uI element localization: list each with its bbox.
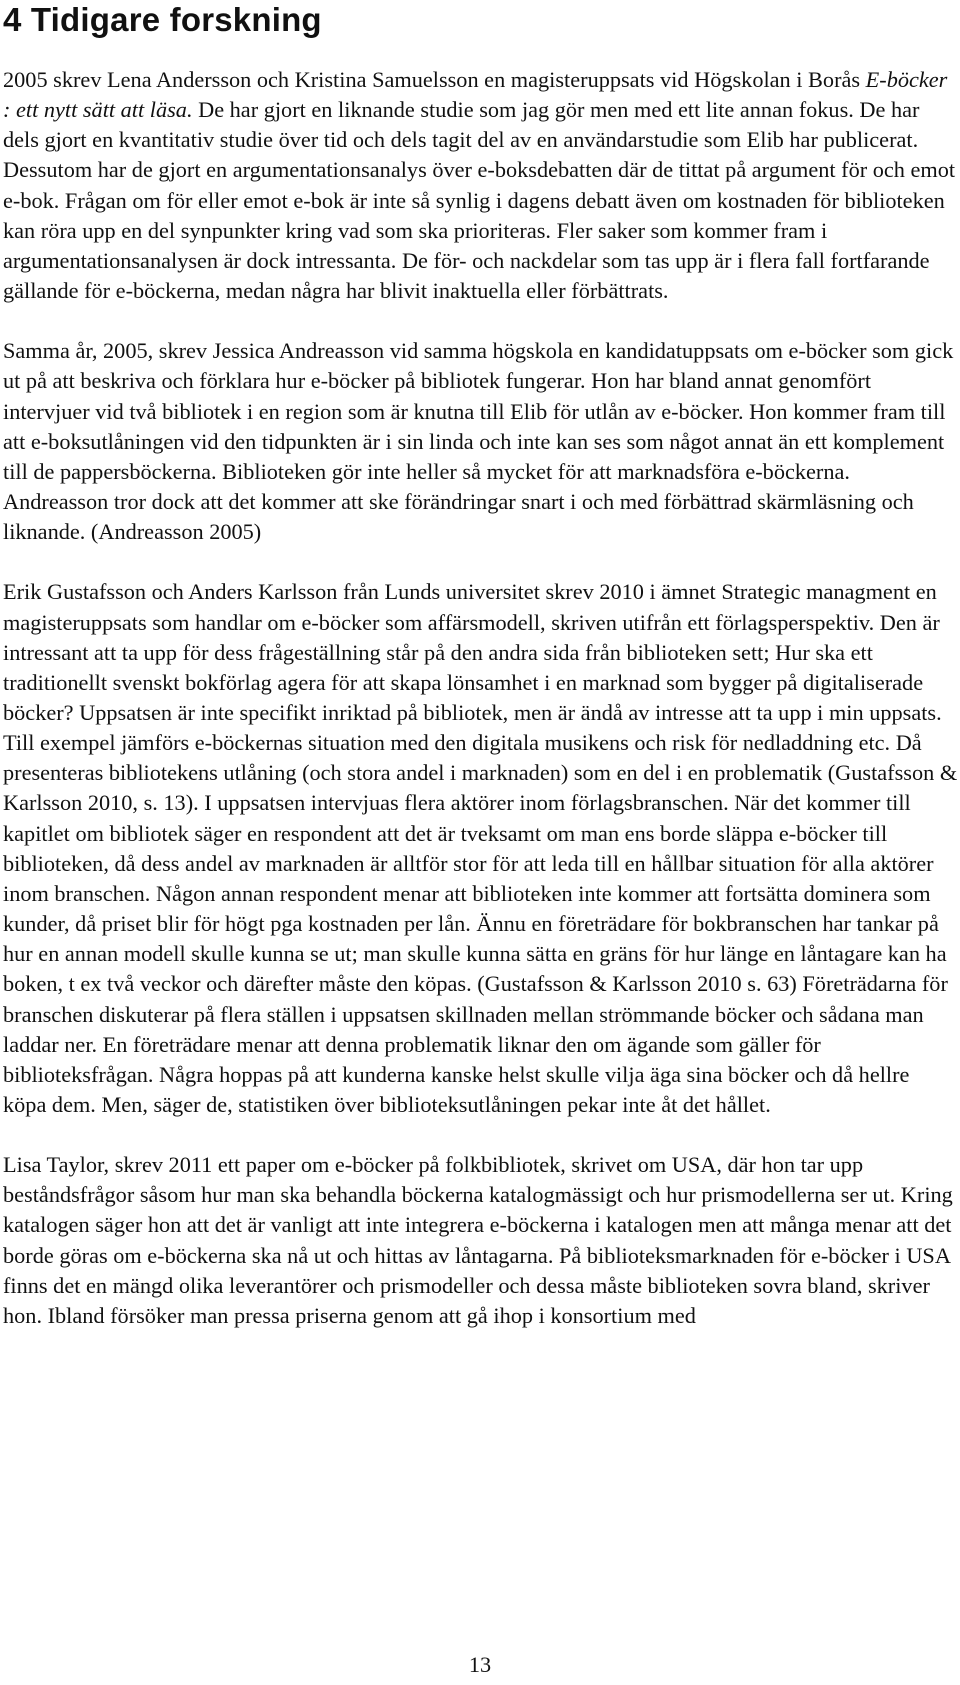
section-heading: 4 Tidigare forskning	[3, 1, 322, 38]
paragraph-text-post: De har gjort en liknande studie som jag gör men med ett lite annan fokus. De har dels gjort en kvantitativ studie över tid och dels tagit del av en användarstudie som Elib har publicerat. Dessutom har de gjort en argumentationsanalys över e-boksdebatten där de tittat på argument för och emot e-bok. Frågan om för eller emot e-bok är inte så synlig i dagens debatt även om kostnaden för biblioteken kan röra upp en del synpunkter kring vad som ska prioriteras. Fler saker som kommer fram i argumentationsanalysen är dock intressanta. De för- och nackdelar som tas upp är i flera fall fortfarande gällande för e-böckerna, medan några har blivit inaktuella eller förbättrats.	[3, 97, 956, 304]
paragraph-andersson-samuelsson	[3, 65, 958, 306]
paragraph-taylor: Lisa Taylor, skrev 2011 ett paper om e-böcker på folkbibliotek, skrivet om USA, där hon tar upp beståndsfrågor såsom hur man ska behandla böckerna katalogmässigt och hur prismodellerna ser ut. Kring katalogen säger hon att det är vanligt att inte integrera e-böckerna i katalogen men att många menar att det borde göras om e-böckerna ska nå ut och hittas av låntagarna. På biblioteksmarknaden för e-böcker i USA finns det en mängd olika leverantörer och prismodeller och dessa måste biblioteken sovra bland, skriver hon. Ibland försöker man pressa priserna genom att gå ihop i konsortium med	[3, 1152, 953, 1328]
page-number: 13	[468, 1652, 492, 1677]
thesis-title: E-böcker : ett nytt sätt att läsa.	[3, 67, 948, 123]
document-page	[3, 0, 958, 1331]
paragraph-andreasson: Samma år, 2005, skrev Jessica Andreasson vid samma högskola en kandidatuppsats om e-böcker som gick ut på att beskriva och förklara hur e-böcker på bibliotek fungerar. Hon har bland annat genomfört intervjuer vid två bibliotek i en region som är knutna till Elib för utlån av e-böcker. Hon kommer fram till att e-boksutlåningen vid den tidpunkten är i sin linda och inte kan ses som något annat än ett komplement till de pappersböckerna. Biblioteken gör inte heller så mycket för att marknadsföra e-böckerna. Andreasson tror dock att det kommer att ske förändringar snart i och med förbättrad skärmläsning och liknande. (Andreasson 2005)	[3, 338, 954, 545]
paragraph-text-pre: 2005 skrev Lena Andersson och Kristina Samuelsson en magisteruppsats vid Högskolan i Borås	[3, 67, 866, 92]
paragraph-gustafsson-karlsson: Erik Gustafsson och Anders Karlsson från Lunds universitet skrev 2010 i ämnet Strategic managment en magisteruppsats som handlar om e-böcker som affärsmodell, skriven utifrån ett förlagsperspektiv. Den är intressant att ta upp för dess frågeställning står på den andra sida från biblioteken sett; Hur ska ett traditionellt svenskt bokförlag agera för att skapa lönsamhet i en marknad som bygger på digitaliserade böcker? Uppsatsen är inte specifikt inriktad på bibliotek, men är ändå av intresse att ta upp i min uppsats. Till exempel jämförs e-böckernas situation med den digitala musikens och risk för nedladdning etc. Då presenteras bibliotekens utlåning (och stora andel i marknaden) som en del i en problematik (Gustafsson & Karlsson 2010, s. 13). I uppsatsen intervjuas flera aktörer inom förlagsbranschen. När det kommer till kapitlet om bibliotek säger en respondent att det är tveksamt om man ens borde släppa e-böcker till biblioteken, då dess andel av marknaden är alltför stor för att leda till en hållbar situation för alla aktörer inom branschen. Någon annan respondent menar att biblioteken inte kommer att fortsätta dominera som kunder, då priset blir för högt pga kostnaden per lån. Ännu en företrädare för bokbranschen har tankar på hur en annan modell skulle kunna se ut; man skulle kunna sätta en gräns för hur länge en låntagare kan ha boken, t ex två veckor och därefter måste den köpas. (Gustafsson & Karlsson 2010 s. 63) Företrädarna för branschen diskuterar på flera ställen i uppsatsen skillnaden mellan strömmande böcker och sådana man laddar ner. En företrädare menar att denna problematik liknar den om ägande som gäller för biblioteksfrågan. Några hoppas på att kunderna kanske helst skulle vilja äga sina böcker och då hellre köpa dem. Men, säger de, statistiken över biblioteksutlåningen pekar inte åt det hållet.	[3, 579, 958, 1117]
